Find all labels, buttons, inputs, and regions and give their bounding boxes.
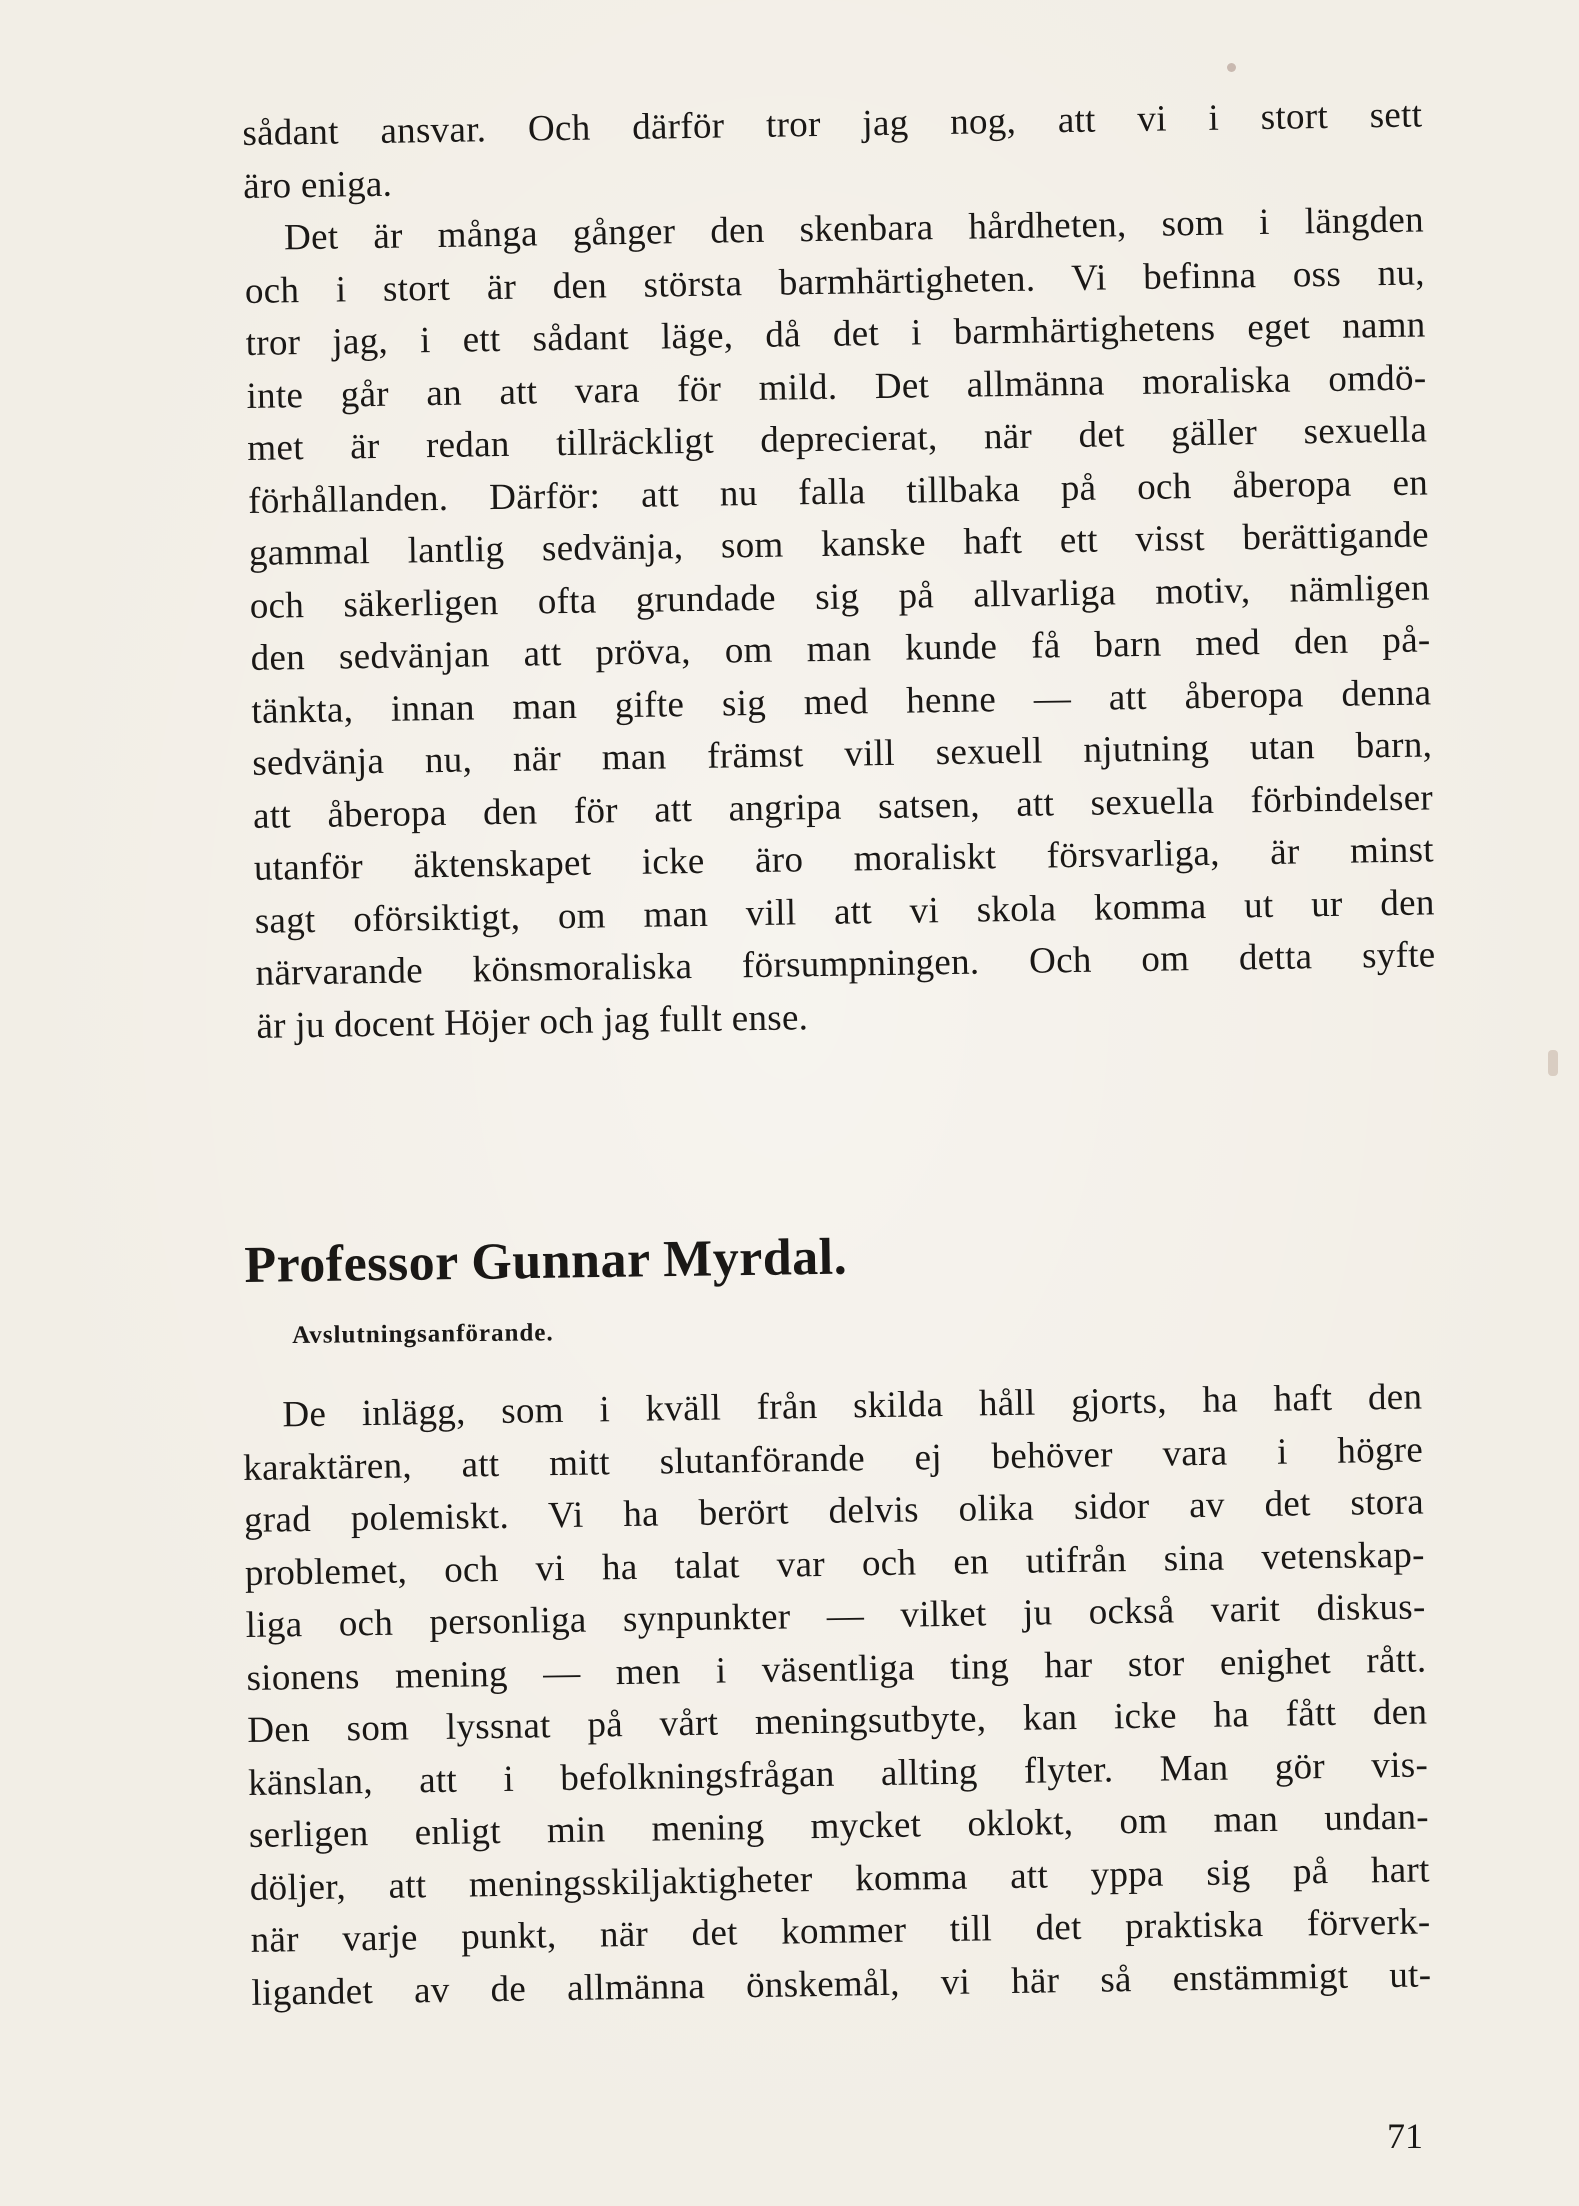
section-heading: Professor Gunnar Myrdal. [244,1228,848,1294]
text-line: sionens mening — men i väsentliga ting har stor enighet rått. [246,1638,1427,1699]
page-number: 71 [1387,2116,1423,2156]
text-line: De inlägg, som i kväll från skilda håll gjorts, ha haft den [282,1376,1423,1436]
text-line: att åberopa den för att angripa satsen, att sexuella förbindelser [252,776,1434,837]
text-line: liga och personliga synpunkter — vilket ju också varit diskus- [245,1586,1426,1646]
text-line: karaktären, att mitt slutanförande ej behöver vara i högre [242,1428,1424,1489]
text-line: känslan, att i befolkningsfrågan allting flyter. Man gör vis- [247,1743,1429,1804]
paper-speck [1227,63,1236,72]
text-line: met är redan tillräckligt deprecierat, när det gäller sexuella [247,409,1428,469]
text-line: Den som lyssnat på vårt meningsutbyte, kan icke ha fått den [247,1691,1428,1751]
text-line: och säkerligen ofta grundade sig på allvarliga motiv, nämligen [249,566,1430,627]
text-line: inte går an att vara för mild. Det allmänna moraliska omdö- [246,356,1427,417]
text-line: gammal lantlig sedvänja, som kanske haft ett visst berättigande [248,514,1430,574]
text-line: är ju docent Höjer och jag fullt ense. [256,996,809,1047]
text-line: tror jag, i ett sådant läge, då det i barmhärtighetens eget namn [245,304,1426,364]
text-line: Det är många gånger den skenbara hårdheten, som i längden [283,199,1425,259]
text-line: utanför äktenskapet icke äro moraliskt försvarliga, är minst [253,829,1435,889]
text-line: närvarande könsmoraliska försumpningen. Och om detta syfte [255,934,1436,994]
text-line: grad polemiskt. Vi ha berört delvis olika sidor av det stora [243,1481,1425,1541]
text-line: äro eniga. [242,163,393,207]
section-subheading: Avslutningsanförande. [292,1319,554,1349]
paper-speck [1548,1050,1558,1076]
text-line: döljer, att meningsskiljaktigheter komma att yppa sig på hart [249,1848,1430,1909]
text-line: när varje punkt, när det kommer till det praktiska förverk- [250,1901,1431,1961]
text-line: sagt oförsiktigt, om man vill att vi skola komma ut ur den [254,881,1435,942]
text-line: den sedvänjan att pröva, om man kunde få barn med den på- [250,619,1431,679]
text-line: serligen enligt min mening mycket oklokt, om man undan- [248,1796,1430,1856]
text-line: och i stort är den största barmhärtigheten. Vi befinna oss nu, [244,251,1426,312]
text-line: tänkta, innan man gifte sig med henne — att åberopa denna [251,671,1432,732]
text-line: förhållanden. Därför: att nu falla tillbaka på och åberopa en [247,461,1429,522]
text-line: sedvänja nu, när man främst vill sexuell njutning utan barn, [251,724,1433,784]
text-line: sådant ansvar. Och därför tror jag nog, att vi i stort sett [242,94,1423,154]
text-line: problemet, och vi ha talat var och en utifrån sina vetenskap- [244,1533,1426,1594]
body-text-top [242,89,1437,1052]
text-line: ligandet av de allmänna önskemål, vi här så enstämmigt ut- [251,1953,1432,2014]
body-text-bottom [242,1371,1432,2019]
